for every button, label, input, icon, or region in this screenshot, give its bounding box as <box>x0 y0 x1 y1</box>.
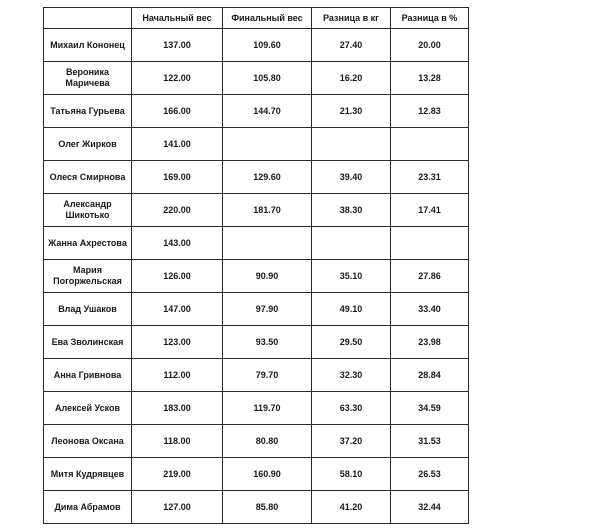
cell-name: Дима Абрамов <box>44 491 132 524</box>
cell-start-weight: 137.00 <box>132 29 223 62</box>
cell-diff-pct: 23.98 <box>391 326 469 359</box>
table-row <box>44 392 469 425</box>
cell-name: Мария Погоржельская <box>44 260 132 293</box>
cell-final-weight <box>223 227 312 260</box>
cell-diff-kg: 41.20 <box>312 491 391 524</box>
cell-final-weight: 144.70 <box>223 95 312 128</box>
cell-start-weight: 166.00 <box>132 95 223 128</box>
cell-start-weight: 123.00 <box>132 326 223 359</box>
cell-diff-kg: 29.50 <box>312 326 391 359</box>
cell-diff-pct: 33.40 <box>391 293 469 326</box>
table-row <box>44 128 469 161</box>
cell-diff-pct: 26.53 <box>391 458 469 491</box>
cell-diff-pct: 17.41 <box>391 194 469 227</box>
cell-diff-kg <box>312 227 391 260</box>
table-row <box>44 62 469 95</box>
cell-name: Влад Ушаков <box>44 293 132 326</box>
cell-diff-kg <box>312 128 391 161</box>
cell-diff-kg: 38.30 <box>312 194 391 227</box>
table-row <box>44 293 469 326</box>
cell-final-weight: 109.60 <box>223 29 312 62</box>
weight-loss-table-container <box>43 7 469 524</box>
cell-diff-kg: 16.20 <box>312 62 391 95</box>
table-row <box>44 260 469 293</box>
cell-diff-kg: 63.30 <box>312 392 391 425</box>
cell-name: Анна Гривнова <box>44 359 132 392</box>
cell-name: Александр Шикотько <box>44 194 132 227</box>
cell-start-weight: 143.00 <box>132 227 223 260</box>
header-start-weight: Начальный вес <box>132 8 223 29</box>
cell-diff-kg: 37.20 <box>312 425 391 458</box>
cell-name: Олег Жирков <box>44 128 132 161</box>
cell-diff-pct <box>391 227 469 260</box>
table-row <box>44 227 469 260</box>
cell-start-weight: 112.00 <box>132 359 223 392</box>
cell-diff-kg: 39.40 <box>312 161 391 194</box>
cell-final-weight: 93.50 <box>223 326 312 359</box>
cell-final-weight: 129.60 <box>223 161 312 194</box>
table-row <box>44 161 469 194</box>
cell-diff-pct: 28.84 <box>391 359 469 392</box>
table-row <box>44 95 469 128</box>
cell-final-weight: 119.70 <box>223 392 312 425</box>
header-final-weight: Финальный вес <box>223 8 312 29</box>
cell-diff-kg: 35.10 <box>312 260 391 293</box>
table-row <box>44 194 469 227</box>
cell-diff-pct: 34.59 <box>391 392 469 425</box>
cell-start-weight: 220.00 <box>132 194 223 227</box>
cell-name: Леонова Оксана <box>44 425 132 458</box>
cell-final-weight: 181.70 <box>223 194 312 227</box>
table-row <box>44 359 469 392</box>
cell-final-weight: 160.90 <box>223 458 312 491</box>
cell-diff-kg: 49.10 <box>312 293 391 326</box>
header-name <box>44 8 132 29</box>
cell-start-weight: 122.00 <box>132 62 223 95</box>
cell-diff-kg: 21.30 <box>312 95 391 128</box>
cell-start-weight: 219.00 <box>132 458 223 491</box>
cell-final-weight: 105.80 <box>223 62 312 95</box>
cell-diff-pct: 20.00 <box>391 29 469 62</box>
table-body <box>44 29 469 524</box>
cell-final-weight: 90.90 <box>223 260 312 293</box>
cell-diff-pct: 13.28 <box>391 62 469 95</box>
cell-diff-pct: 31.53 <box>391 425 469 458</box>
table-header-row <box>44 8 469 29</box>
header-diff-pct: Разница в % <box>391 8 469 29</box>
table-row <box>44 458 469 491</box>
header-diff-kg: Разница в кг <box>312 8 391 29</box>
cell-final-weight: 79.70 <box>223 359 312 392</box>
cell-final-weight: 85.80 <box>223 491 312 524</box>
cell-diff-pct: 32.44 <box>391 491 469 524</box>
table-row <box>44 326 469 359</box>
cell-name: Ева Зволинская <box>44 326 132 359</box>
cell-start-weight: 126.00 <box>132 260 223 293</box>
cell-name: Жанна Ахрестова <box>44 227 132 260</box>
cell-name: Татьяна Гурьева <box>44 95 132 128</box>
cell-final-weight <box>223 128 312 161</box>
cell-start-weight: 169.00 <box>132 161 223 194</box>
cell-diff-kg: 58.10 <box>312 458 391 491</box>
cell-diff-pct: 12.83 <box>391 95 469 128</box>
cell-start-weight: 127.00 <box>132 491 223 524</box>
cell-start-weight: 141.00 <box>132 128 223 161</box>
table-row <box>44 29 469 62</box>
table-row <box>44 425 469 458</box>
cell-diff-pct <box>391 128 469 161</box>
cell-name: Олеся Смирнова <box>44 161 132 194</box>
cell-name: Вероника Маричева <box>44 62 132 95</box>
cell-start-weight: 183.00 <box>132 392 223 425</box>
cell-final-weight: 80.80 <box>223 425 312 458</box>
cell-name: Алексей Усков <box>44 392 132 425</box>
cell-start-weight: 147.00 <box>132 293 223 326</box>
cell-final-weight: 97.90 <box>223 293 312 326</box>
cell-diff-pct: 23.31 <box>391 161 469 194</box>
weight-loss-table <box>43 7 469 524</box>
cell-name: Митя Кудрявцев <box>44 458 132 491</box>
cell-diff-pct: 27.86 <box>391 260 469 293</box>
cell-diff-kg: 32.30 <box>312 359 391 392</box>
table-row <box>44 491 469 524</box>
cell-name: Михаил Кононец <box>44 29 132 62</box>
cell-diff-kg: 27.40 <box>312 29 391 62</box>
cell-start-weight: 118.00 <box>132 425 223 458</box>
